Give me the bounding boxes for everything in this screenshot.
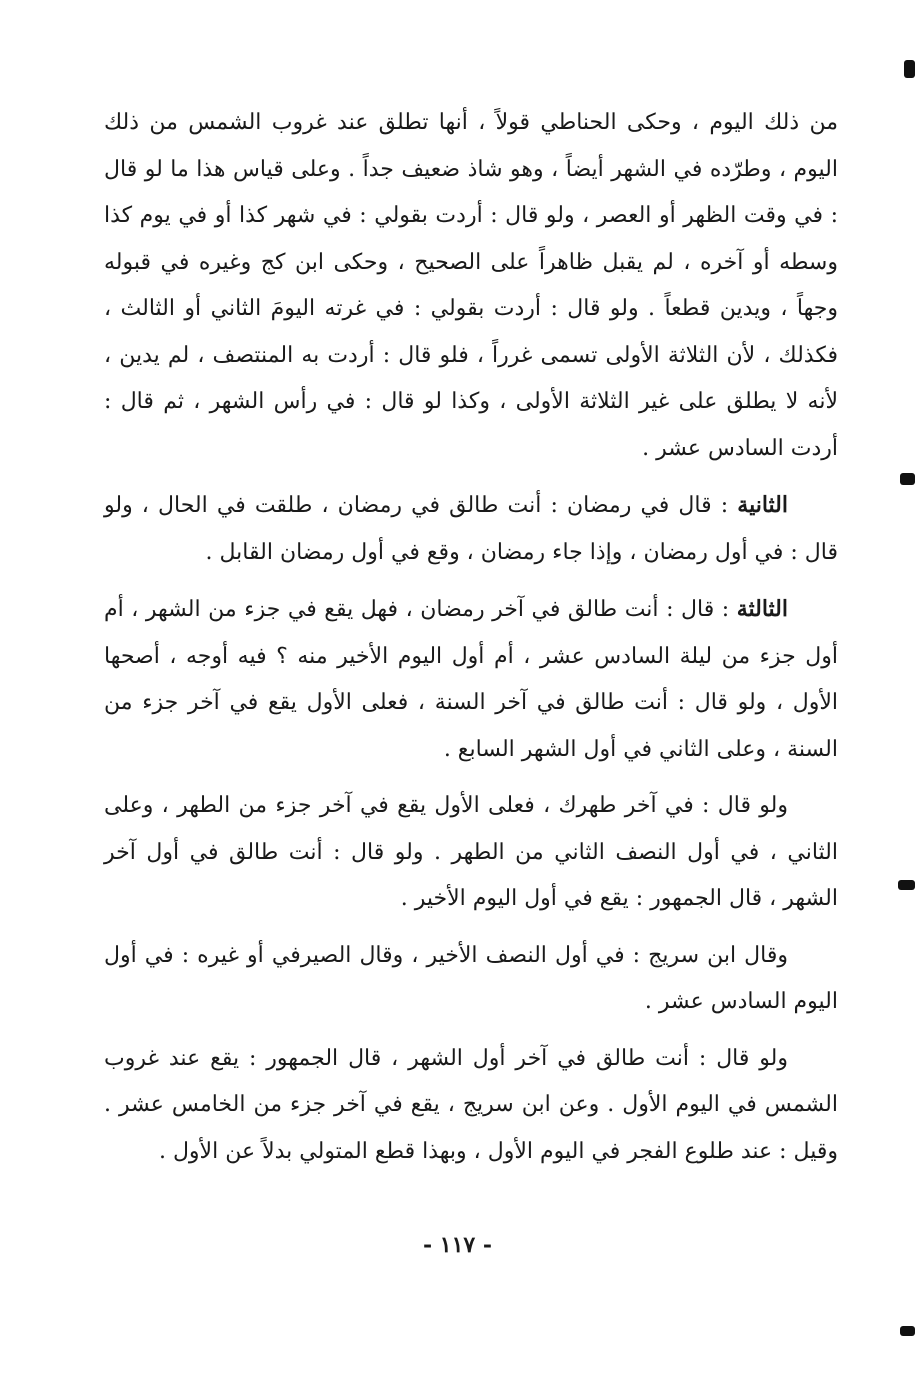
- scan-edge-mark-top: [904, 60, 915, 78]
- paragraph-6-text: ولو قال : أنت طالق في آخر أول الشهر ، قال الجمهور : يقع عند غروب الشمس في اليوم الأول . وعن ابن سريج ، يقع في آخر جزء من الخامس عشر . وقيل : عند طلوع الفجر في اليوم الأول ، وبهذا قطع المتولي بدلاً عن الأول .: [104, 1045, 838, 1164]
- paragraph-1-text: من ذلك اليوم ، وحكى الحناطي قولاً ، أنها تطلق عند غروب الشمس من ذلك اليوم ، وطرّده في الشهر أيضاً ، وهو شاذ ضعيف جداً . وعلى قياس هذا ما لو قال : في وقت الظهر أو العصر ، ولو قال : أردت بقولي : في شهر كذا أو في يوم كذا وسطه أو آخره ، لم يقبل ظاهراً على الصحيح ، وحكى ابن كج وغيره في قبوله وجهاً ، ويدين قطعاً . ولو قال : أردت بقولي : في غرته اليومَ الثاني أو الثالث ، فكذلك ، لأن الثلاثة الأولى تسمى غرراً ، فلو قال : أردت به المنتصف ، لم يدين ، لأنه لا يطلق على غير الثلاثة الأولى ، وكذا لو قال : في رأس الشهر ، ثم قال : أردت السادس عشر .: [104, 110, 838, 461]
- paragraph-2: [104, 482, 838, 576]
- scan-edge-mark-middle-upper: [900, 473, 915, 485]
- page-number: - ١١٧ -: [422, 1232, 493, 1258]
- paragraph-3: [104, 586, 838, 773]
- scan-edge-mark-middle-lower: [898, 880, 915, 890]
- paragraph-4: [104, 783, 838, 923]
- paragraph-5-text: وقال ابن سريج : في أول النصف الأخير ، وقال الصيرفي أو غيره : في أول اليوم السادس عشر .: [104, 942, 838, 1014]
- paragraph-3-heading: الثالثة: [736, 596, 788, 622]
- scan-edge-mark-bottom: [900, 1326, 915, 1336]
- paragraph-5: [104, 933, 838, 1026]
- paragraph-1: [104, 100, 838, 472]
- paragraph-6: [104, 1036, 838, 1176]
- paragraph-2-text: : قال في رمضان : أنت طالق في رمضان ، طلقت في الحال ، ولو قال : في أول رمضان ، وإذا جاء رمضان ، وقع في أول رمضان القابل .: [104, 493, 838, 565]
- paragraph-3-text: : قال : أنت طالق في آخر رمضان ، فهل يقع في جزء من الشهر ، أم أول جزء من ليلة السادس عشر ، أم أول اليوم الأخير منه ؟ فيه أوجه ، أصحها الأول ، ولو قال : أنت طالق في آخر السنة ، فعلى الأول يقع في آخر جزء من السنة ، وعلى الثاني في أول الشهر السابع .: [104, 597, 838, 762]
- paragraph-2-heading: الثانية: [737, 492, 788, 518]
- paragraph-4-text: ولو قال : في آخر طهرك ، فعلى الأول يقع في آخر جزء من الطهر ، وعلى الثاني ، في أول النصف الثاني من الطهر . ولو قال : أنت طالق في أول آخر الشهر ، قال الجمهور : يقع في أول اليوم الأخير .: [104, 793, 838, 911]
- body-text: [104, 100, 838, 1175]
